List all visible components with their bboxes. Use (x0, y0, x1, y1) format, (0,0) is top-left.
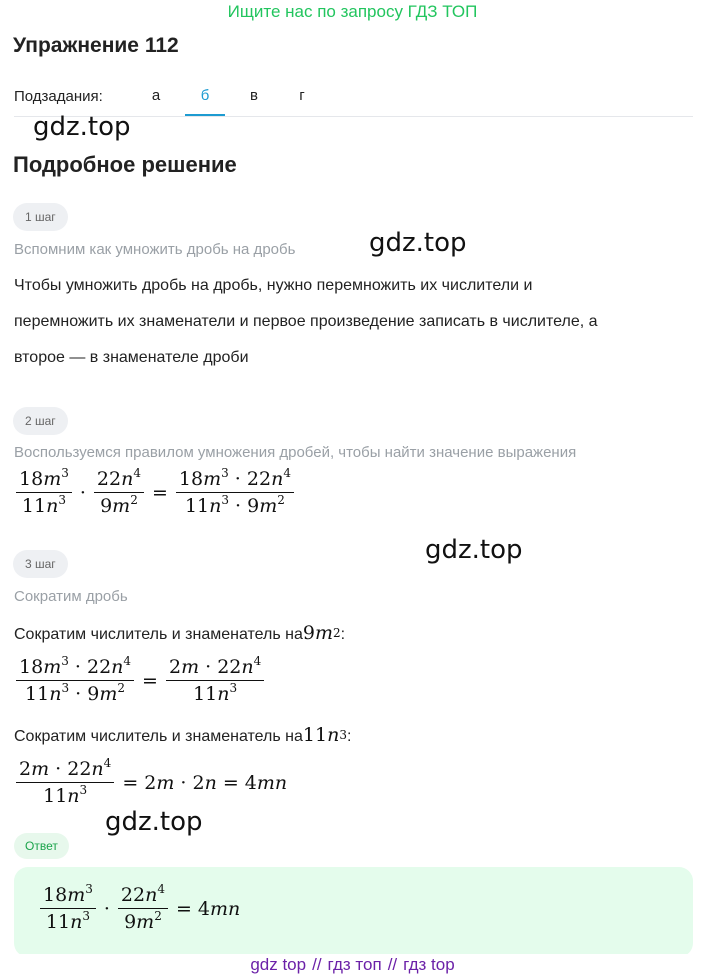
subtasks-label: Подзадания: (14, 88, 103, 105)
footer-link[interactable]: gdz top (250, 955, 307, 974)
step-2-badge: 2 шаг (13, 407, 68, 435)
tab-b[interactable]: б (200, 87, 210, 104)
watermark: gdz.top (369, 228, 467, 258)
step-1-text-line: второе — в знаменателе дроби (14, 349, 249, 366)
reduce-text: Сократим числитель и знаменатель на (14, 626, 303, 643)
reduce-text: Сократим числитель и знаменатель на (14, 728, 303, 745)
step-3-equation-2: $\frac{2m \cdot 22n^4}{11n^3}$ = 2m · 2n = 4mn (14, 758, 287, 807)
reduce-line-2: Сократим числитель и знаменатель на 11 n 3 : (14, 724, 352, 746)
reduce-line-1: Сократим числитель и знаменатель на 9 m 2 : (14, 622, 346, 644)
reduce-factor: 11 n 3 (302, 724, 347, 746)
footer-link[interactable]: гдз top (403, 955, 455, 974)
tab-v[interactable]: в (250, 87, 258, 104)
step-1-badge: 1 шаг (13, 203, 68, 231)
page-title: Упражнение 112 (13, 34, 179, 57)
reduce-factor: 9 m 2 (302, 622, 341, 644)
promo-banner[interactable]: Ищите нас по запросу ГДЗ ТОП (227, 2, 478, 21)
step-1-text-line: перемножить их знаменатели и первое произведение записать в числителе, а (14, 313, 598, 330)
step-3-equation-1: $\frac{18m^3 \cdot 22n^4}{11n^3 \cdot 9m^2}$ = $\frac{2m \cdot 22n^4}{11n^3}$ (14, 656, 266, 705)
answer-equation: $\frac{18m^3}{11n^3}$ · $\frac{22n^4}{9m^2}$ = 4mn (38, 884, 240, 933)
step-1-hint: Вспомним как умножить дробь на дробь (14, 241, 296, 258)
step-3-hint: Сократим дробь (14, 588, 128, 605)
step-2-hint: Воспользуемся правилом умножения дробей, чтобы найти значение выражения (14, 444, 577, 461)
section-title: Подробное решение (13, 152, 237, 177)
tab-a[interactable]: а (151, 87, 161, 104)
watermark: gdz.top (105, 807, 203, 837)
footer-separator: // (312, 955, 322, 974)
footer-separator: // (387, 955, 398, 974)
footer-link[interactable]: гдз топ (327, 955, 382, 974)
step-2-equation: $\frac{18m^3}{11n^3}$ · $\frac{22n^4}{9m^2}$ = $\frac{18m^3 \cdot 22n^4}{11n^3 \cdot 9m^2}$ (14, 468, 296, 517)
watermark: gdz.top (425, 535, 523, 565)
watermark: gdz.top (33, 112, 131, 142)
step-3-badge: 3 шаг (13, 550, 68, 578)
active-tab-indicator (185, 114, 225, 116)
tab-g[interactable]: г (299, 87, 305, 104)
step-1-text-line: Чтобы умножить дробь на дробь, нужно перемножить их числители и (14, 277, 533, 294)
footer-links (0, 954, 705, 976)
answer-badge: Ответ (14, 833, 69, 859)
